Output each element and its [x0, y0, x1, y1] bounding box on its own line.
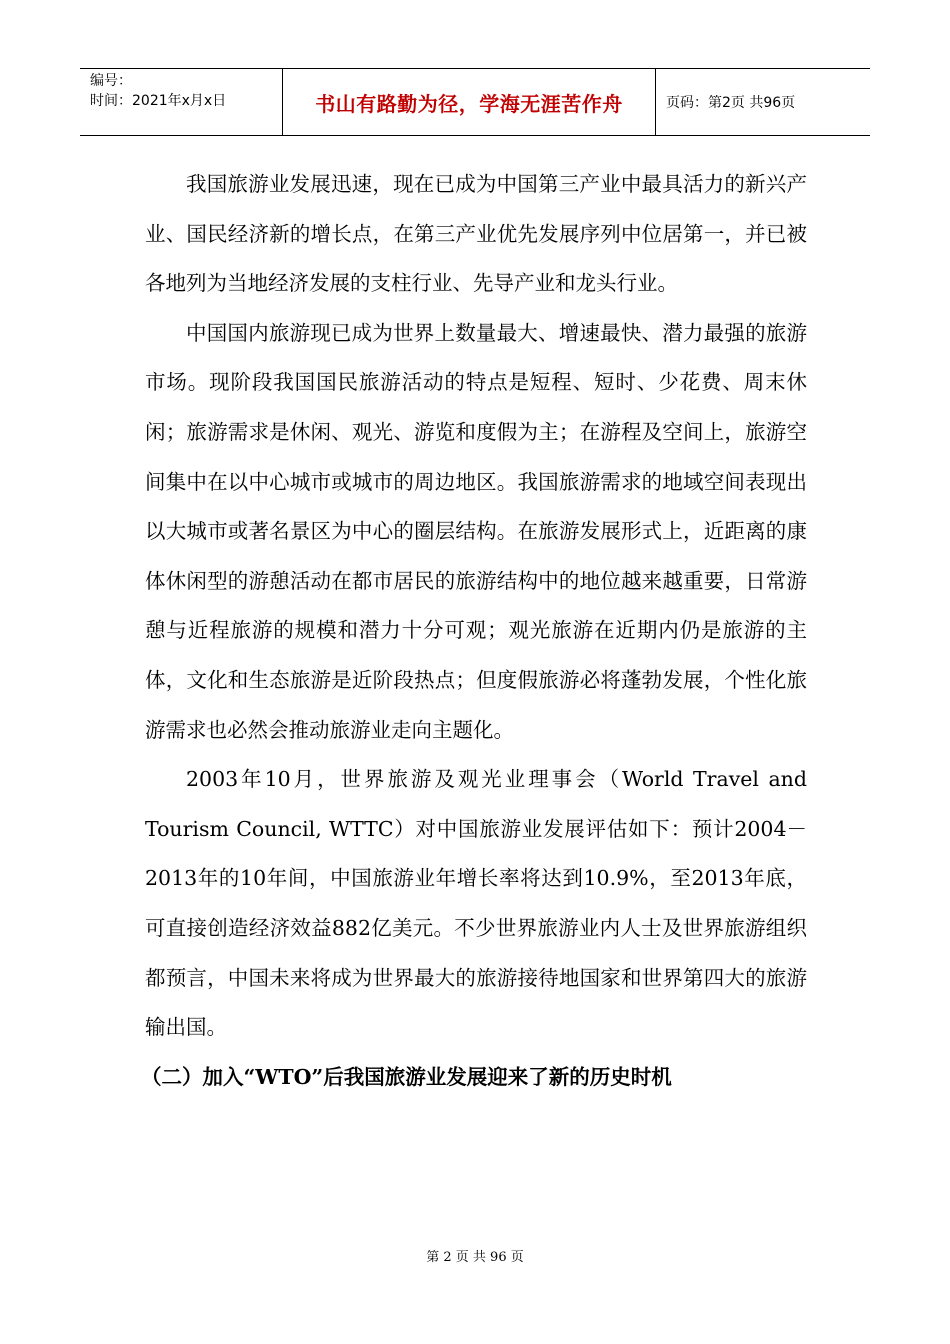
document-body [141, 160, 807, 1102]
page-footer: 第 2 页 共 96 页 [426, 1250, 524, 1265]
header-page-info: 页码：第2页 共96页 [666, 95, 796, 111]
section-heading: （二）加入“WTO”后我国旅游业发展迎来了新的历史时机 [141, 1064, 672, 1089]
header-time-label: 时间：2021年x月x日 [90, 93, 227, 109]
page-header [80, 68, 870, 136]
header-number-label: 编号： [90, 73, 132, 89]
header-meta [80, 69, 282, 135]
paragraph: 我国旅游业发展迅速，现在已成为中国第三产业中最具活力的新兴产业、国民经济新的增长点，在第三产业优先发展序列中位居第一，并已被各地列为当地经济发展的支柱行业、先导产业和龙头行业。 [145, 172, 807, 296]
header-motto: 书山有路勤为径，学海无涯苦作舟 [282, 69, 656, 135]
paragraph: 2003年10月，世界旅游及观光业理事会（World Travel and Tourism Council, WTTC）对中国旅游业发展评估如下：预计2004－2013年的10年间，中国旅游业年增长率将达到10.9%，至2013年底，可直接创造经济效益882亿美元。不少世界旅游业内人士及世界旅游组织都预言，中国未来将成为世界最大的旅游接待地国家和世界第四大的旅游输出国。 [145, 767, 807, 1040]
paragraph: 中国国内旅游现已成为世界上数量最大、增速最快、潜力最强的旅游市场。现阶段我国国民旅游活动的特点是短程、短时、少花费、周末休闲；旅游需求是休闲、观光、游览和度假为主；在游程及空间上，旅游空间集中在以中心城市或城市的周边地区。我国旅游需求的地域空间表现出以大城市或著名景区为中心的圈层结构。在旅游发展形式上，近距离的康体休闲型的游憩活动在都市居民的旅游结构中的地位越来越重要，日常游憩与近程旅游的规模和潜力十分可观；观光旅游在近期内仍是旅游的主体，文化和生态旅游是近阶段热点；但度假旅游必将蓬勃发展，个性化旅游需求也必然会推动旅游业走向主题化。 [145, 320, 807, 742]
